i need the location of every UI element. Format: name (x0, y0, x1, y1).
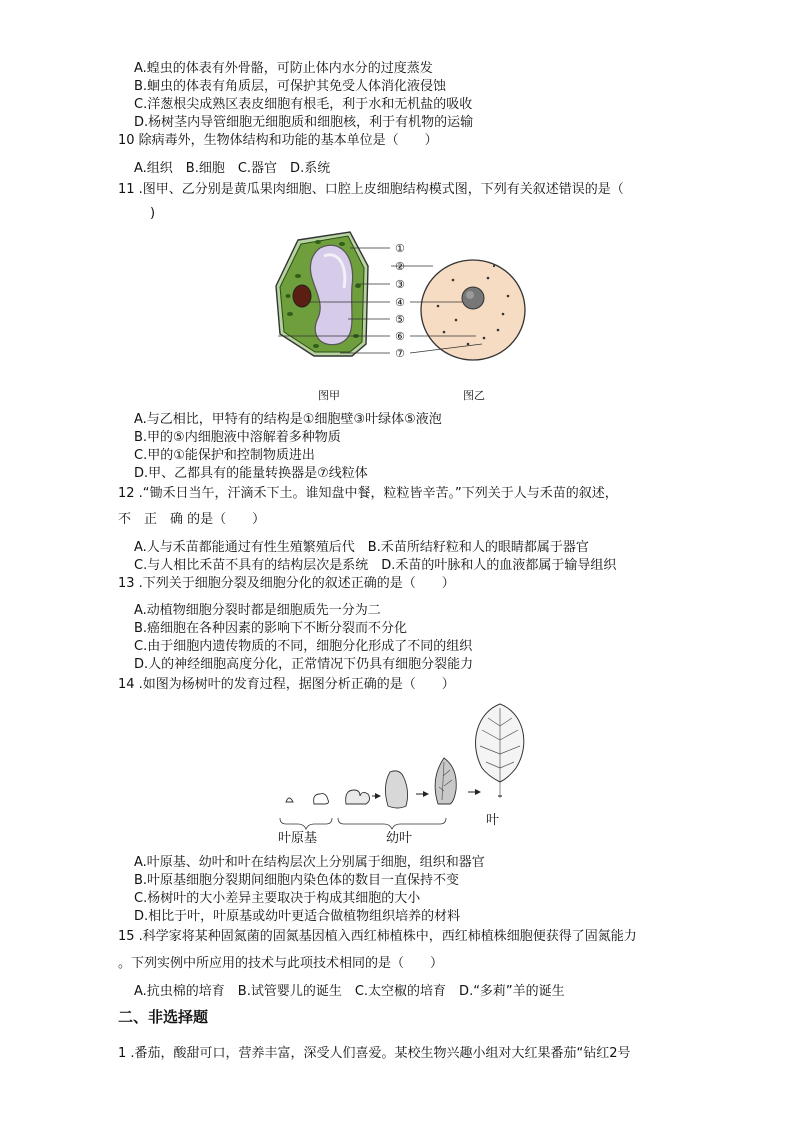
label-3: ③ (395, 278, 405, 291)
caption-a: 图甲 (318, 389, 340, 402)
q11-option-b: B.甲的⑤内细胞液中溶解着多种物质 (134, 430, 341, 445)
q10-options: A.组织 B.细胞 C.器官 D.系统 (134, 161, 331, 176)
q12-stem-cont: 不 正 确 的是（ ） (118, 512, 266, 527)
q9-option-b: B.蛔虫的体表有角质层，可保护其免受人体消化液侵蚀 (134, 79, 447, 94)
q14-stem: 14 .如图为杨树叶的发育过程，据图分析正确的是（ ） (118, 677, 455, 692)
label-leaf: 叶 (486, 813, 500, 828)
young-leaf-2 (385, 771, 407, 808)
q9-option-a: A.蝗虫的体表有外骨骼，可防止体内水分的过度蒸发 (134, 61, 433, 76)
q12-options-row2: C.与人相比禾苗不具有的结构层次是系统 D.禾苗的叶脉和人的血液都属于输导组织 (134, 558, 617, 573)
q12-stem: 12 .“锄禾日当午，汗滴禾下土。谁知盘中餐，粒粒皆辛苦。”下列关于人与禾苗的叙述， (118, 486, 618, 501)
young-leaf-1 (346, 790, 370, 804)
q11-stem: 11 .图甲、乙分别是黄瓜果肉细胞、口腔上皮细胞结构模式图，下列有关叙述错误的是（ (118, 182, 624, 197)
q12-options-row1: A.人与禾苗都能通过有性生殖繁殖后代 B.禾苗所结籽粒和人的眼睛都属于器官 (134, 540, 589, 555)
label-1: ① (395, 242, 405, 255)
label-2: ② (395, 260, 405, 273)
q11-option-c: C.甲的①能保护和控制物质进出 (134, 448, 315, 463)
label-5: ⑤ (395, 313, 405, 326)
q11-option-a: A.与乙相比，甲特有的结构是①细胞壁③叶绿体⑤液泡 (134, 412, 442, 427)
leaf-development-figure (276, 696, 536, 852)
q15-stem: 15 .科学家将某种固氮菌的固氮基因植入西红柿植株中，西红柿植株细胞便获得了固氮能力 (118, 929, 637, 944)
q13-option-d: D.人的神经细胞高度分化，正常情况下仍具有细胞分裂能力 (134, 657, 474, 672)
label-primordium: 叶原基 (278, 831, 318, 846)
label-young-leaf: 幼叶 (386, 831, 413, 846)
plant-nucleus (293, 285, 311, 307)
q14-option-b: B.叶原基细胞分裂期间细胞内染色体的数目一直保持不变 (134, 873, 460, 888)
primordium-1 (286, 798, 293, 802)
q13-option-b: B.癌细胞在各种因素的影响下不断分裂而不分化 (134, 621, 408, 636)
q10-stem: 10 除病毒外，生物体结构和功能的基本单位是（ ） (118, 133, 438, 148)
q13-stem: 13 .下列关于细胞分裂及细胞分化的叙述正确的是（ ） (118, 576, 455, 591)
q11-option-d: D.甲、乙都具有的能量转换器是⑦线粒体 (134, 466, 368, 481)
q14-option-a: A.叶原基、幼叶和叶在结构层次上分别属于细胞，组织和器官 (134, 855, 485, 870)
q15-options: A.抗虫棉的培育 B.试管婴儿的诞生 C.太空椒的培育 D.“多莉”羊的诞生 (134, 984, 565, 999)
q14-option-d: D.相比于叶，叶原基或幼叶更适合做植物组织培养的材料 (134, 909, 461, 924)
primordium-2 (314, 794, 329, 804)
q15-stem-cont: 。下列实例中所应用的技术与此项技术相同的是（ ） (118, 956, 444, 971)
young-leaf-3 (435, 758, 456, 804)
q9-option-d: D.杨树茎内导管细胞无细胞质和细胞核，利于有机物的运输 (134, 115, 474, 130)
section-heading: 二、非选择题 (118, 1008, 209, 1026)
q11-stem-cont: ) (150, 206, 156, 221)
ns-q1-stem: 1 .番茄，酸甜可口，营养丰富，深受人们喜爱。某校生物兴趣小组对大红果番茄“钻红2号 (118, 1046, 631, 1061)
q13-option-c: C.由于细胞内遗传物质的不同，细胞分化形成了不同的组织 (134, 639, 473, 654)
q9-option-c: C.洋葱根尖成熟区表皮细胞有根毛，利于水和无机盐的吸收 (134, 97, 473, 112)
label-7: ⑦ (395, 347, 405, 360)
label-6: ⑥ (395, 330, 405, 343)
cell-structure-figure (258, 226, 538, 406)
q13-option-a: A.动植物细胞分裂时都是细胞质先一分为二 (134, 603, 381, 618)
q14-option-c: C.杨树叶的大小差异主要取决于构成其细胞的大小 (134, 891, 421, 906)
label-4: ④ (395, 296, 405, 309)
caption-b: 图乙 (463, 389, 485, 402)
animal-nucleus (462, 287, 484, 309)
